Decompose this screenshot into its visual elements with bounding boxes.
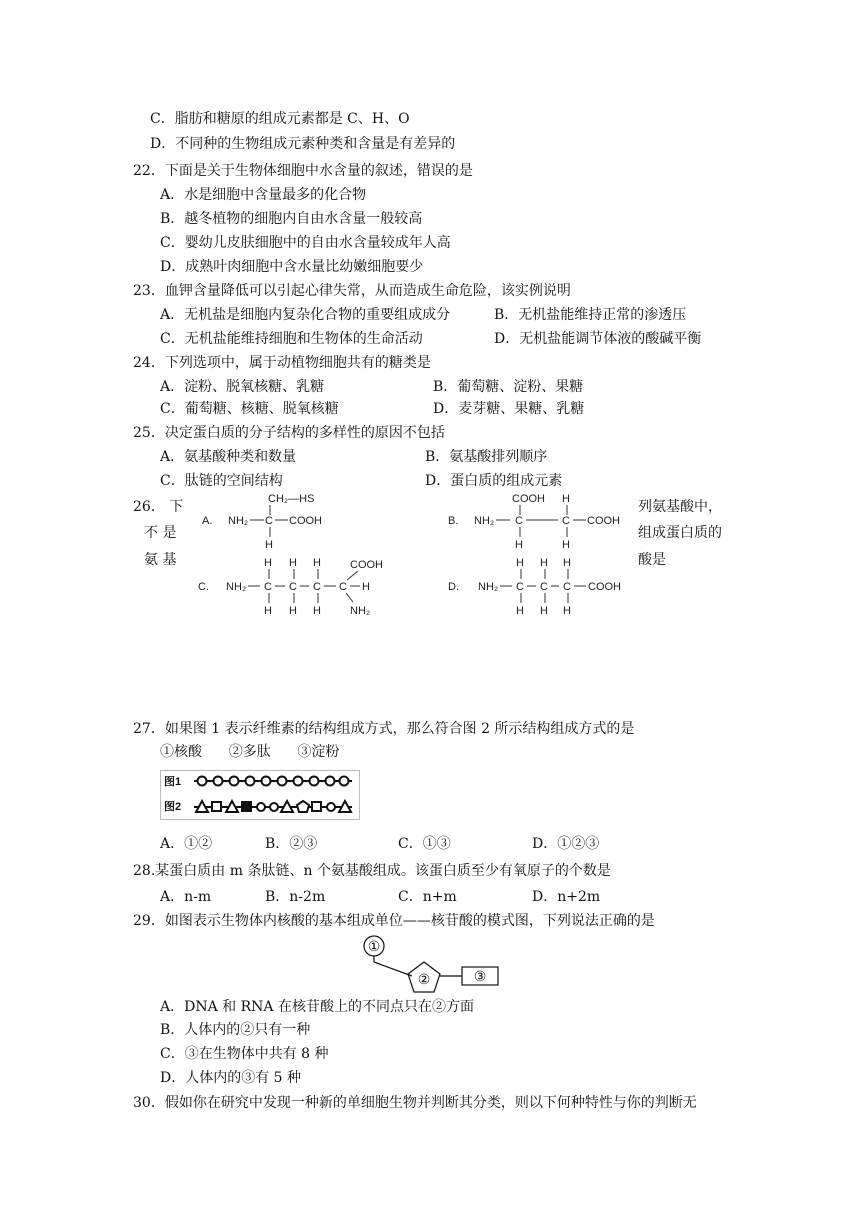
q26-d-h6: H [563, 605, 571, 617]
q26-b-c1: C [515, 515, 523, 527]
q27-fig2-label: 图2 [164, 801, 182, 813]
q23-option-c: C．无机盐能维持细胞和生物体的生命活动 [160, 331, 423, 347]
q26-c-nh2: NH₂ [226, 581, 247, 593]
q26-c-c2: C [289, 581, 297, 593]
q30-stem: 30．假如你在研究中发现一种新的单细胞生物并判断其分类，则以下何种特性与你的判断无 [133, 1095, 697, 1111]
q26-c-nh2-lower: NH₂ [350, 605, 371, 617]
q28-option-b: B．n-2m [265, 889, 326, 905]
q27-figure [160, 770, 360, 820]
q29-option-b: B．人体内的②只有一种 [160, 1022, 311, 1038]
q24-stem: 24．下列选项中，属于动植物细胞共有的糖类是 [133, 355, 431, 371]
q26-label-b: B. [448, 515, 459, 527]
q29-label-3: ③ [473, 968, 487, 984]
q26-stem-left-1: 26． 下 [133, 499, 184, 515]
q26-c-h4: H [362, 581, 370, 593]
q24-option-b: B．葡萄糖、淀粉、果糖 [433, 379, 584, 395]
q22-option-a: A．水是细胞中含量最多的化合物 [160, 187, 367, 203]
q28-option-a: A．n-m [160, 889, 212, 905]
q28-option-d: D．n+2m [532, 889, 601, 905]
q27-stem: 27．如果图 1 表示纤维素的结构组成方式，那么符合图 2 所示结构组成方式的是 [133, 721, 635, 737]
q26-c-h7: H [313, 605, 321, 617]
q26-b-h-top: H [562, 493, 570, 505]
q26-d-c1: C [516, 581, 524, 593]
q28-option-c: C．n+m [398, 889, 457, 905]
q24-option-c: C．葡萄糖、核糖、脱氧核糖 [160, 401, 339, 417]
q26-b-c2: C [562, 515, 570, 527]
q26-stem-right-1: 列氨基酸中， [638, 499, 722, 515]
q25-stem: 25．决定蛋白质的分子结构的多样性的原因不包括 [133, 425, 445, 441]
q26-d-c2: C [540, 581, 548, 593]
q29-label-1: ① [367, 938, 381, 954]
q26-a-h: H [265, 539, 273, 551]
q27-option-b: B．②③ [265, 836, 318, 852]
q26-d-h4: H [516, 605, 524, 617]
q26-c-h6: H [289, 605, 297, 617]
q28-stem: 28.某蛋白质由 m 条肽链、n 个氨基酸组成。该蛋白质至少有氧原子的个数是 [133, 863, 611, 879]
q26-d-h5: H [540, 605, 548, 617]
q23-stem: 23．血钾含量降低可以引起心律失常，从而造成生命危险，该实例说明 [133, 283, 571, 299]
q26-b-h1: H [515, 539, 523, 551]
q22-option-d: D．成熟叶肉细胞中含水量比幼嫩细胞要少 [160, 259, 424, 275]
q26-a-nh2: NH₂ [228, 515, 249, 527]
q27-option-c: C．①③ [398, 836, 451, 852]
q26-d-cooh: COOH [588, 581, 621, 593]
q23-option-a: A．无机盐是细胞内复杂化合物的重要组成成分 [160, 307, 451, 323]
q26-c-c4: C [339, 581, 347, 593]
q27-option-a: A．①② [160, 836, 213, 852]
q26-c-c1: C [264, 581, 272, 593]
q29-option-c: C．③在生物体中共有 8 种 [160, 1046, 329, 1062]
q26-c-h3: H [313, 557, 321, 569]
q26-structures [190, 484, 630, 624]
q26-b-nh2: NH₂ [474, 515, 495, 527]
q25-option-b: B．氨基酸排列顺序 [425, 449, 548, 465]
q26-stem-left-3: 氨 基 [144, 552, 177, 568]
q26-label-c: C. [198, 581, 209, 593]
q26-a-ch2hs: CH₂—HS [268, 493, 315, 505]
q26-c-cooh: COOH [350, 559, 383, 571]
q23-option-d: D．无机盐能调节体液的酸碱平衡 [494, 331, 702, 347]
q22-option-b: B．越冬植物的细胞内自由水含量一般较高 [160, 211, 423, 227]
q26-label-a: A. [202, 515, 213, 527]
q29-nucleotide-diagram [360, 932, 510, 1002]
q29-option-a: A．DNA 和 RNA 在核苷酸上的不同点只在②方面 [160, 999, 474, 1015]
q25-option-d: D．蛋白质的组成元素 [425, 473, 563, 489]
q26-c-h1: H [264, 557, 272, 569]
q22-stem: 22．下面是关于生物体细胞中水含量的叙述，错误的是 [133, 163, 473, 179]
q26-b-h2: H [562, 539, 570, 551]
q27-option-d: D．①②③ [532, 836, 600, 852]
q26-stem-left-2: 不 是 [144, 525, 177, 541]
q26-label-d: D. [448, 581, 459, 593]
q26-a-cooh: COOH [289, 515, 322, 527]
q26-stem-right-3: 酸是 [638, 552, 666, 568]
q29-stem: 29．如图表示生物体内核酸的基本组成单位——核苷酸的模式图，下列说法正确的是 [133, 913, 655, 929]
q26-c-c3: C [313, 581, 321, 593]
q21-option-d: D．不同种的生物组成元素种类和含量是有差异的 [150, 136, 456, 152]
q25-option-c: C．肽链的空间结构 [160, 473, 283, 489]
q25-option-a: A．氨基酸种类和数量 [160, 449, 297, 465]
q27-items: ①核酸 ②多肽 ③淀粉 [160, 744, 340, 760]
q24-option-a: A．淀粉、脱氧核糖、乳糖 [160, 379, 325, 395]
q26-a-c: C [265, 515, 273, 527]
q26-c-h5: H [264, 605, 272, 617]
q21-option-c: C．脂肪和糖原的组成元素都是 C、H、O [150, 111, 410, 127]
q26-d-c3: C [563, 581, 571, 593]
q26-d-h1: H [516, 557, 524, 569]
q29-option-d: D．人体内的③有 5 种 [160, 1070, 302, 1086]
q26-d-nh2: NH₂ [478, 581, 499, 593]
q22-option-c: C．婴幼儿皮肤细胞中的自由水含量较成年人高 [160, 235, 451, 251]
q26-d-h3: H [563, 557, 571, 569]
q26-d-h2: H [540, 557, 548, 569]
q26-stem-right-2: 组成蛋白质的 [638, 525, 722, 541]
q29-label-2: ② [417, 971, 431, 987]
q26-b-cooh: COOH [587, 515, 620, 527]
q23-option-b: B．无机盐能维持正常的渗透压 [494, 307, 687, 323]
q24-option-d: D．麦芽糖、果糖、乳糖 [433, 401, 585, 417]
q26-c-h2: H [289, 557, 297, 569]
q26-b-cooh-top: COOH [512, 493, 545, 505]
q27-fig1-label: 图1 [164, 776, 182, 788]
